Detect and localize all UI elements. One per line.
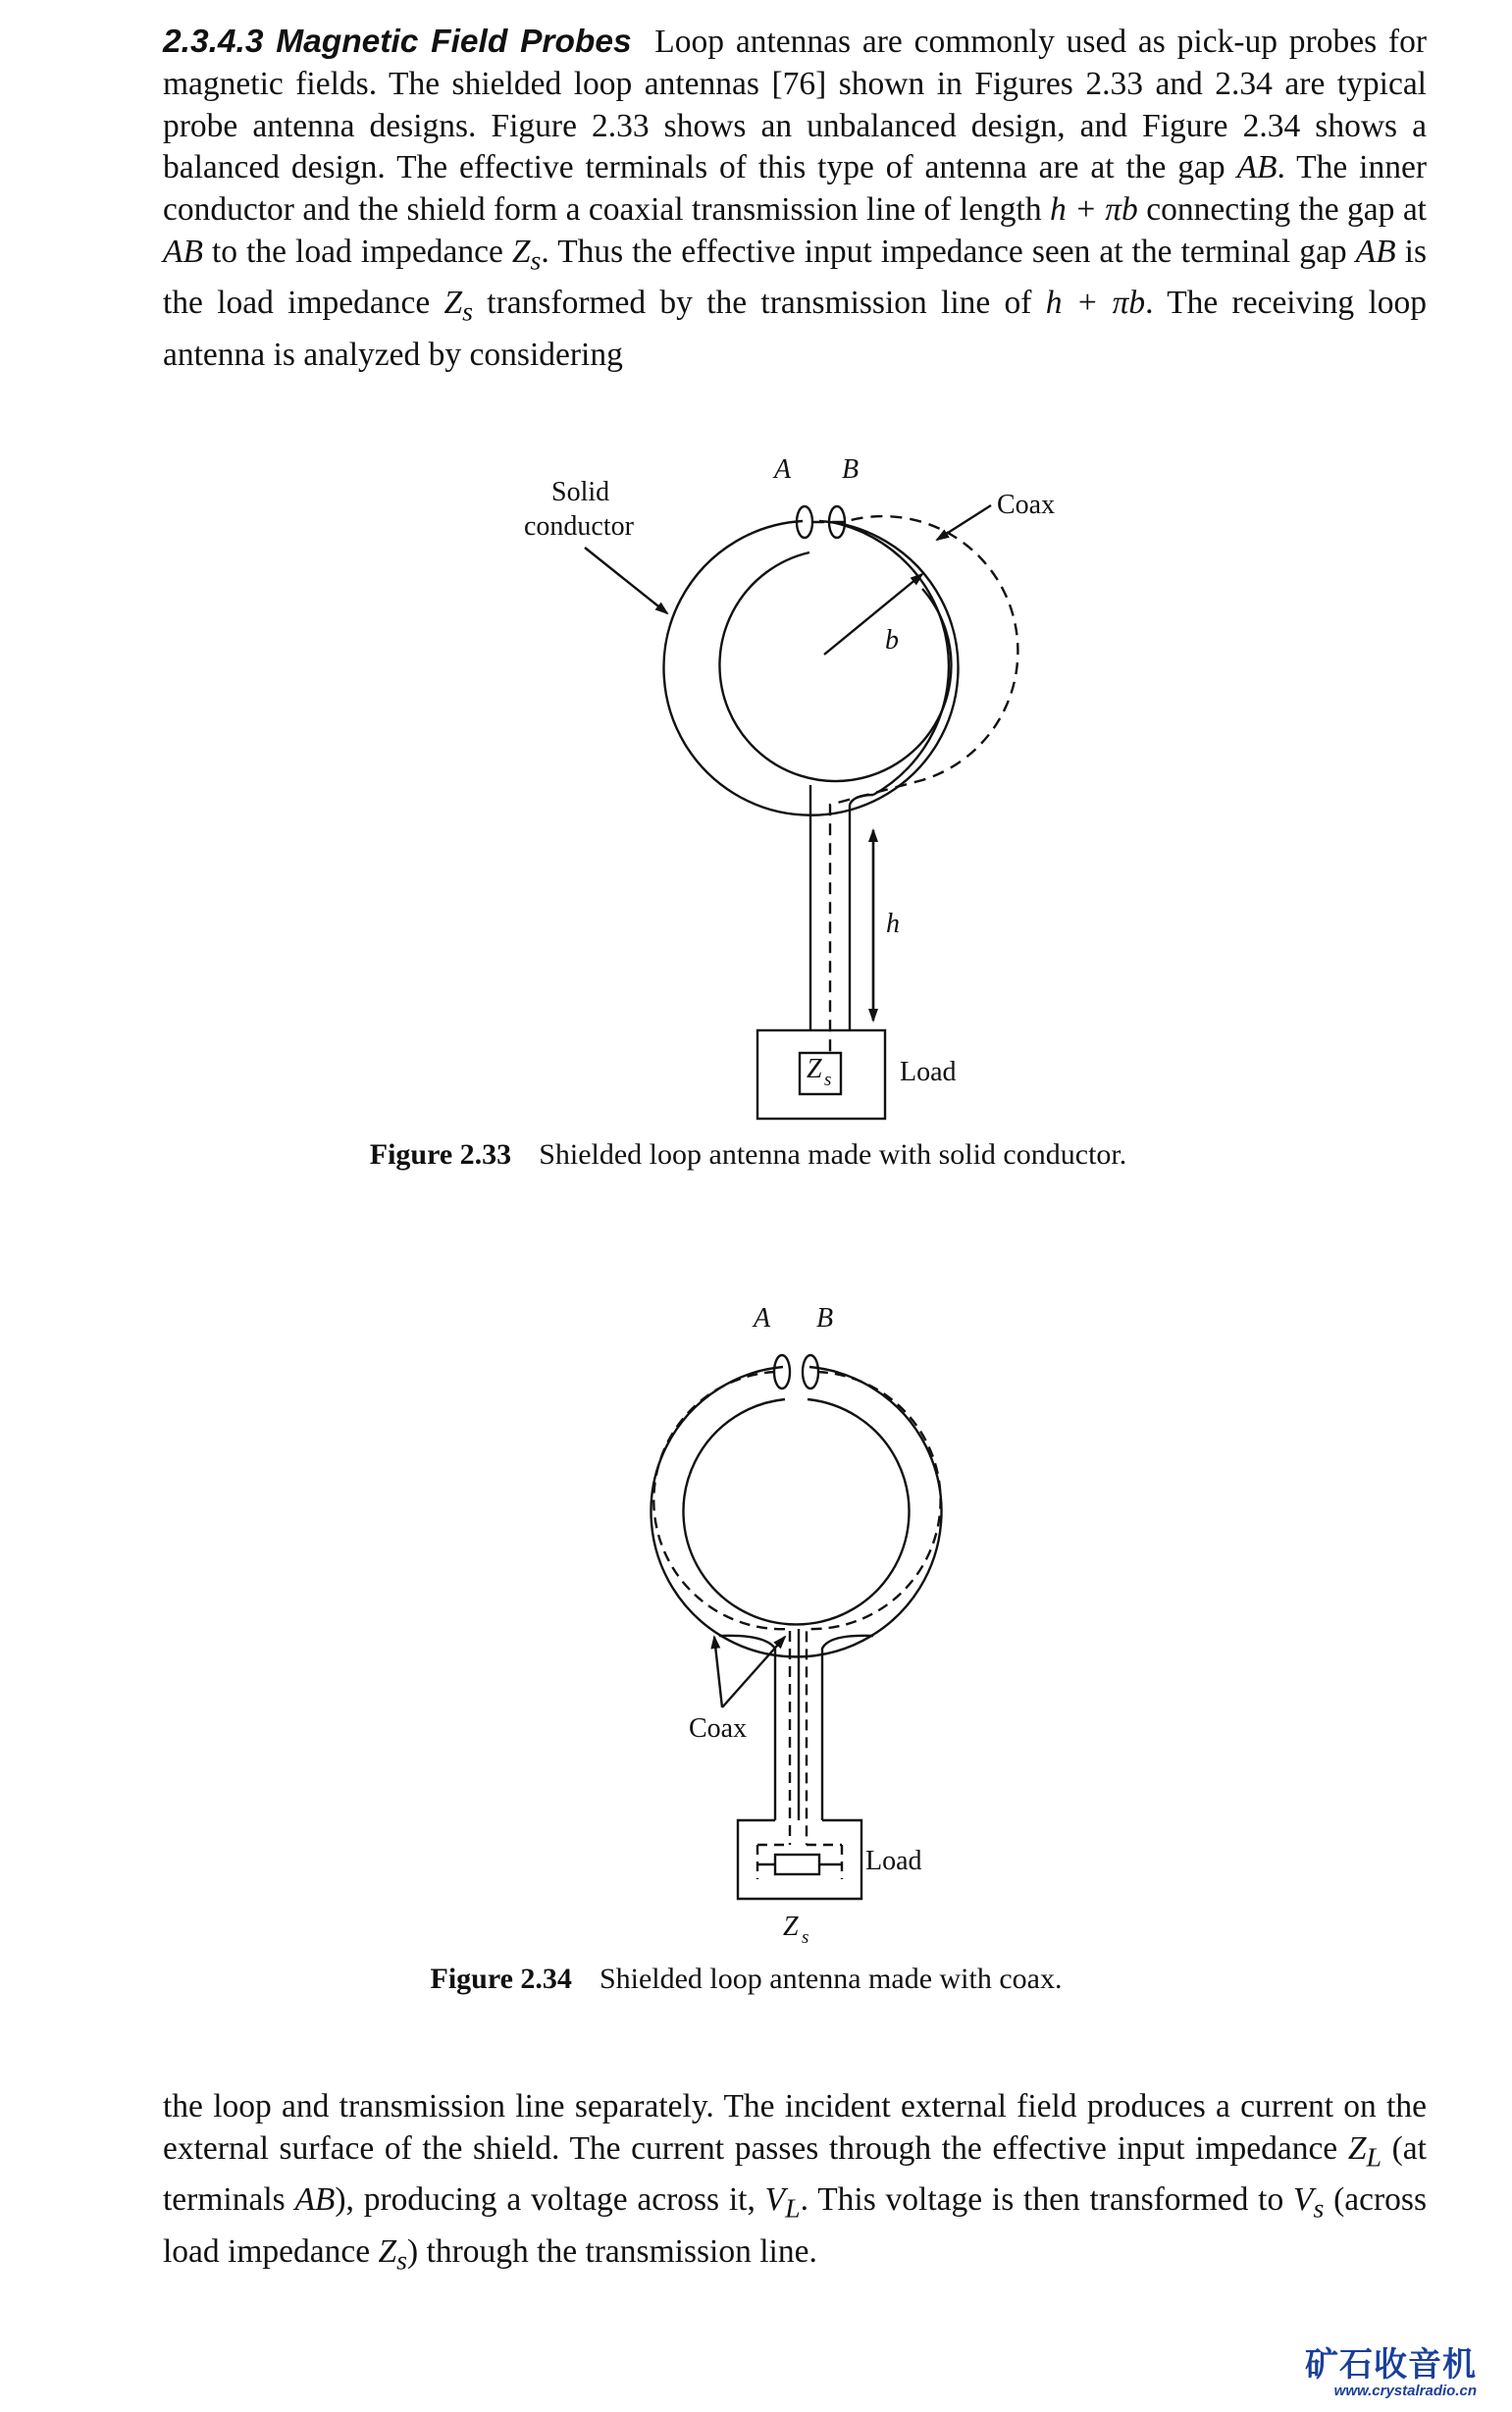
coax-leader-arrow-1 [714, 1637, 722, 1707]
fig33-label-radius: b [885, 625, 899, 655]
loop-outer-edge [664, 521, 959, 815]
text-run: (across load impedance [163, 2181, 1428, 2270]
right-inner-dashed [807, 1372, 941, 1845]
figure-2-33-caption [0, 1138, 1504, 1172]
math-ab: AB [1355, 233, 1396, 270]
loop-inner-edge [719, 552, 951, 781]
caption-text: Shielded loop antenna made with coax. [599, 1963, 1063, 1995]
loop-outer-edge [652, 1367, 942, 1656]
fig33-label-b: B [842, 454, 860, 485]
text-run: is the load impedance [163, 233, 1427, 322]
fig33-label-coax: Coax [997, 490, 1056, 520]
figure-2-34-caption [0, 1963, 1502, 1996]
watermark [1305, 2347, 1477, 2399]
math-z: Z [1347, 2129, 1367, 2167]
fig33-label-height: h [886, 909, 900, 939]
inner-conductor-dashed [812, 516, 1017, 1055]
math-length: h + πb [1050, 191, 1138, 229]
text-run: transformed by the transmission line of [473, 285, 1046, 322]
fig33-label-solid-2: conductor [524, 511, 634, 542]
section-heading: 2.3.4.3 Magnetic Field Probes [163, 24, 632, 60]
math-v: V [764, 2181, 786, 2219]
math-sub: s [1313, 2193, 1325, 2225]
text-run: (at terminals [163, 2129, 1427, 2219]
caption-text: Shielded loop antenna made with solid conductor. [539, 1138, 1127, 1171]
math-v: V [1293, 2181, 1314, 2219]
math-sub: s [530, 245, 542, 277]
math-length: h + πb [1045, 285, 1146, 322]
figure-2-33 [585, 505, 1017, 1119]
load-box [738, 1820, 861, 1899]
fig33-label-load: Load [900, 1057, 957, 1087]
math-ab: AB [294, 2181, 336, 2219]
figure-2-34 [652, 1355, 942, 1899]
math-sub: s [396, 2245, 408, 2277]
fig34-label-zsub: s [802, 1927, 809, 1948]
math-sub: L [785, 2193, 801, 2225]
math-sub: s [462, 297, 474, 329]
gap-end-a [774, 1355, 790, 1389]
math-sub: L [1366, 2142, 1382, 2174]
fig34-label-a: A [754, 1303, 771, 1334]
text-run: . Thus the effective input impedance seen at the terminal gap [541, 233, 1356, 270]
watermark-name: 矿石收音机 [1305, 2346, 1477, 2384]
caption-number: Figure 2.33 [369, 1138, 512, 1171]
math-ab: AB [163, 233, 203, 270]
text-run: Loop antennas are commonly used as pick-up probes for magnetic fields. The shielded loop antennas [76] shown in Figures 2.33 and 2.34 are typical probe antenna designs. Figure 2.33 shows an unbalanced design, and Figure 2.34 shows a balanced design. The effective terminals of this type of antenna are at the gap [163, 24, 1427, 186]
text-run: . The receiving loop antenna is analyzed by considering [163, 285, 1428, 373]
gap-end-b [803, 1355, 818, 1389]
text-run: connecting the gap at [1137, 191, 1427, 229]
fig34-label-coax: Coax [689, 1713, 748, 1744]
stem-right-edge [850, 795, 873, 1030]
math-ab: AB [1236, 149, 1277, 186]
math-z: Z [511, 233, 531, 270]
fig34-label-z: Z [783, 1912, 799, 1942]
fig34-label-b: B [816, 1303, 834, 1334]
text-run: to the load impedance [202, 233, 512, 270]
loop-inner-edge [684, 1399, 910, 1624]
fig33-label-zsub: s [824, 1070, 832, 1090]
math-z: Z [378, 2232, 397, 2270]
fig33-label-z: Z [807, 1054, 822, 1084]
stem-right-edge [822, 1636, 873, 1820]
impedance-box [775, 1855, 819, 1874]
solid-leader-arrow [585, 548, 667, 613]
paragraph-continuation [163, 2086, 1427, 2282]
caption-number: Figure 2.34 [430, 1963, 572, 1995]
text-run: . This voltage is then transformed to [800, 2181, 1293, 2219]
text-run: ) through the transmission line. [407, 2232, 817, 2270]
fig34-label-load: Load [865, 1846, 922, 1876]
fig33-label-a: A [774, 454, 792, 485]
coax-leader-arrow [937, 505, 991, 540]
text-run: . The inner conductor and the shield form a coaxial transmission line of length [163, 149, 1427, 229]
left-inner-dashed [653, 1372, 790, 1845]
radius-arrow [824, 574, 922, 655]
math-z: Z [443, 285, 463, 322]
watermark-url: www.crystalradio.cn [1333, 2383, 1477, 2399]
text-run: ), producing a voltage across it, [335, 2181, 765, 2219]
fig33-label-solid-1: Solid [551, 477, 610, 507]
text-run: the loop and transmission line separately. The incident external field produces a current on the external surface of the shield. The current passes through the effective input impedance [163, 2088, 1427, 2167]
